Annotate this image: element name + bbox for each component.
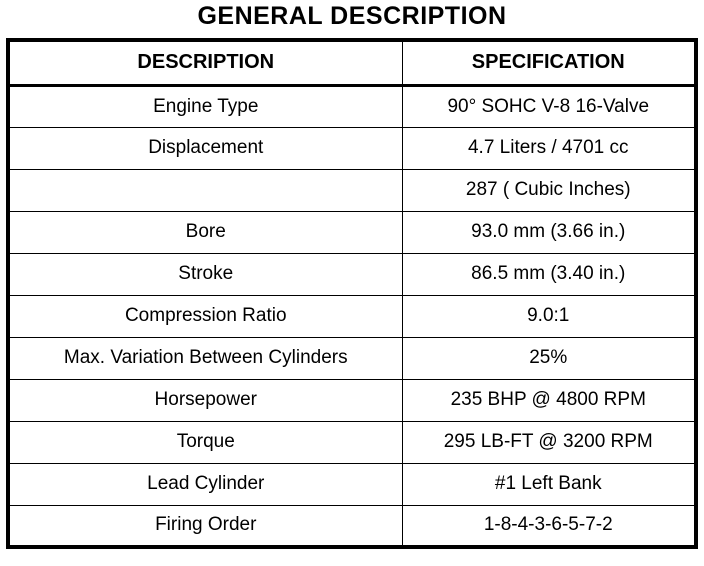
cell-specification: 86.5 mm (3.40 in.) [402, 253, 696, 295]
cell-description: Max. Variation Between Cylinders [8, 337, 402, 379]
cell-description: Bore [8, 211, 402, 253]
cell-specification: 9.0:1 [402, 295, 696, 337]
cell-description [8, 169, 402, 211]
table-body [8, 85, 696, 547]
column-header-description: DESCRIPTION [8, 40, 402, 85]
table-row [8, 169, 696, 211]
cell-specification: 295 LB-FT @ 3200 RPM [402, 421, 696, 463]
cell-specification: 4.7 Liters / 4701 cc [402, 127, 696, 169]
cell-description: Engine Type [8, 85, 402, 127]
specification-table-wrapper [0, 38, 704, 549]
table-row [8, 463, 696, 505]
cell-specification: 90° SOHC V-8 16-Valve [402, 85, 696, 127]
table-row [8, 337, 696, 379]
column-header-specification: SPECIFICATION [402, 40, 696, 85]
cell-description: Compression Ratio [8, 295, 402, 337]
cell-description: Displacement [8, 127, 402, 169]
cell-specification: 235 BHP @ 4800 RPM [402, 379, 696, 421]
table-row [8, 421, 696, 463]
cell-specification: 1-8-4-3-6-5-7-2 [402, 505, 696, 547]
cell-specification: #1 Left Bank [402, 463, 696, 505]
table-row [8, 379, 696, 421]
table-header-row [8, 40, 696, 85]
table-row [8, 85, 696, 127]
cell-description: Torque [8, 421, 402, 463]
table-row [8, 505, 696, 547]
cell-description: Horsepower [8, 379, 402, 421]
cell-specification: 25% [402, 337, 696, 379]
specification-table [6, 38, 698, 549]
cell-description: Stroke [8, 253, 402, 295]
page-title: GENERAL DESCRIPTION [197, 2, 507, 30]
cell-description: Firing Order [8, 505, 402, 547]
cell-specification: 93.0 mm (3.66 in.) [402, 211, 696, 253]
table-row [8, 253, 696, 295]
cell-description: Lead Cylinder [8, 463, 402, 505]
table-row [8, 211, 696, 253]
table-row [8, 295, 696, 337]
table-row [8, 127, 696, 169]
cell-specification: 287 ( Cubic Inches) [402, 169, 696, 211]
